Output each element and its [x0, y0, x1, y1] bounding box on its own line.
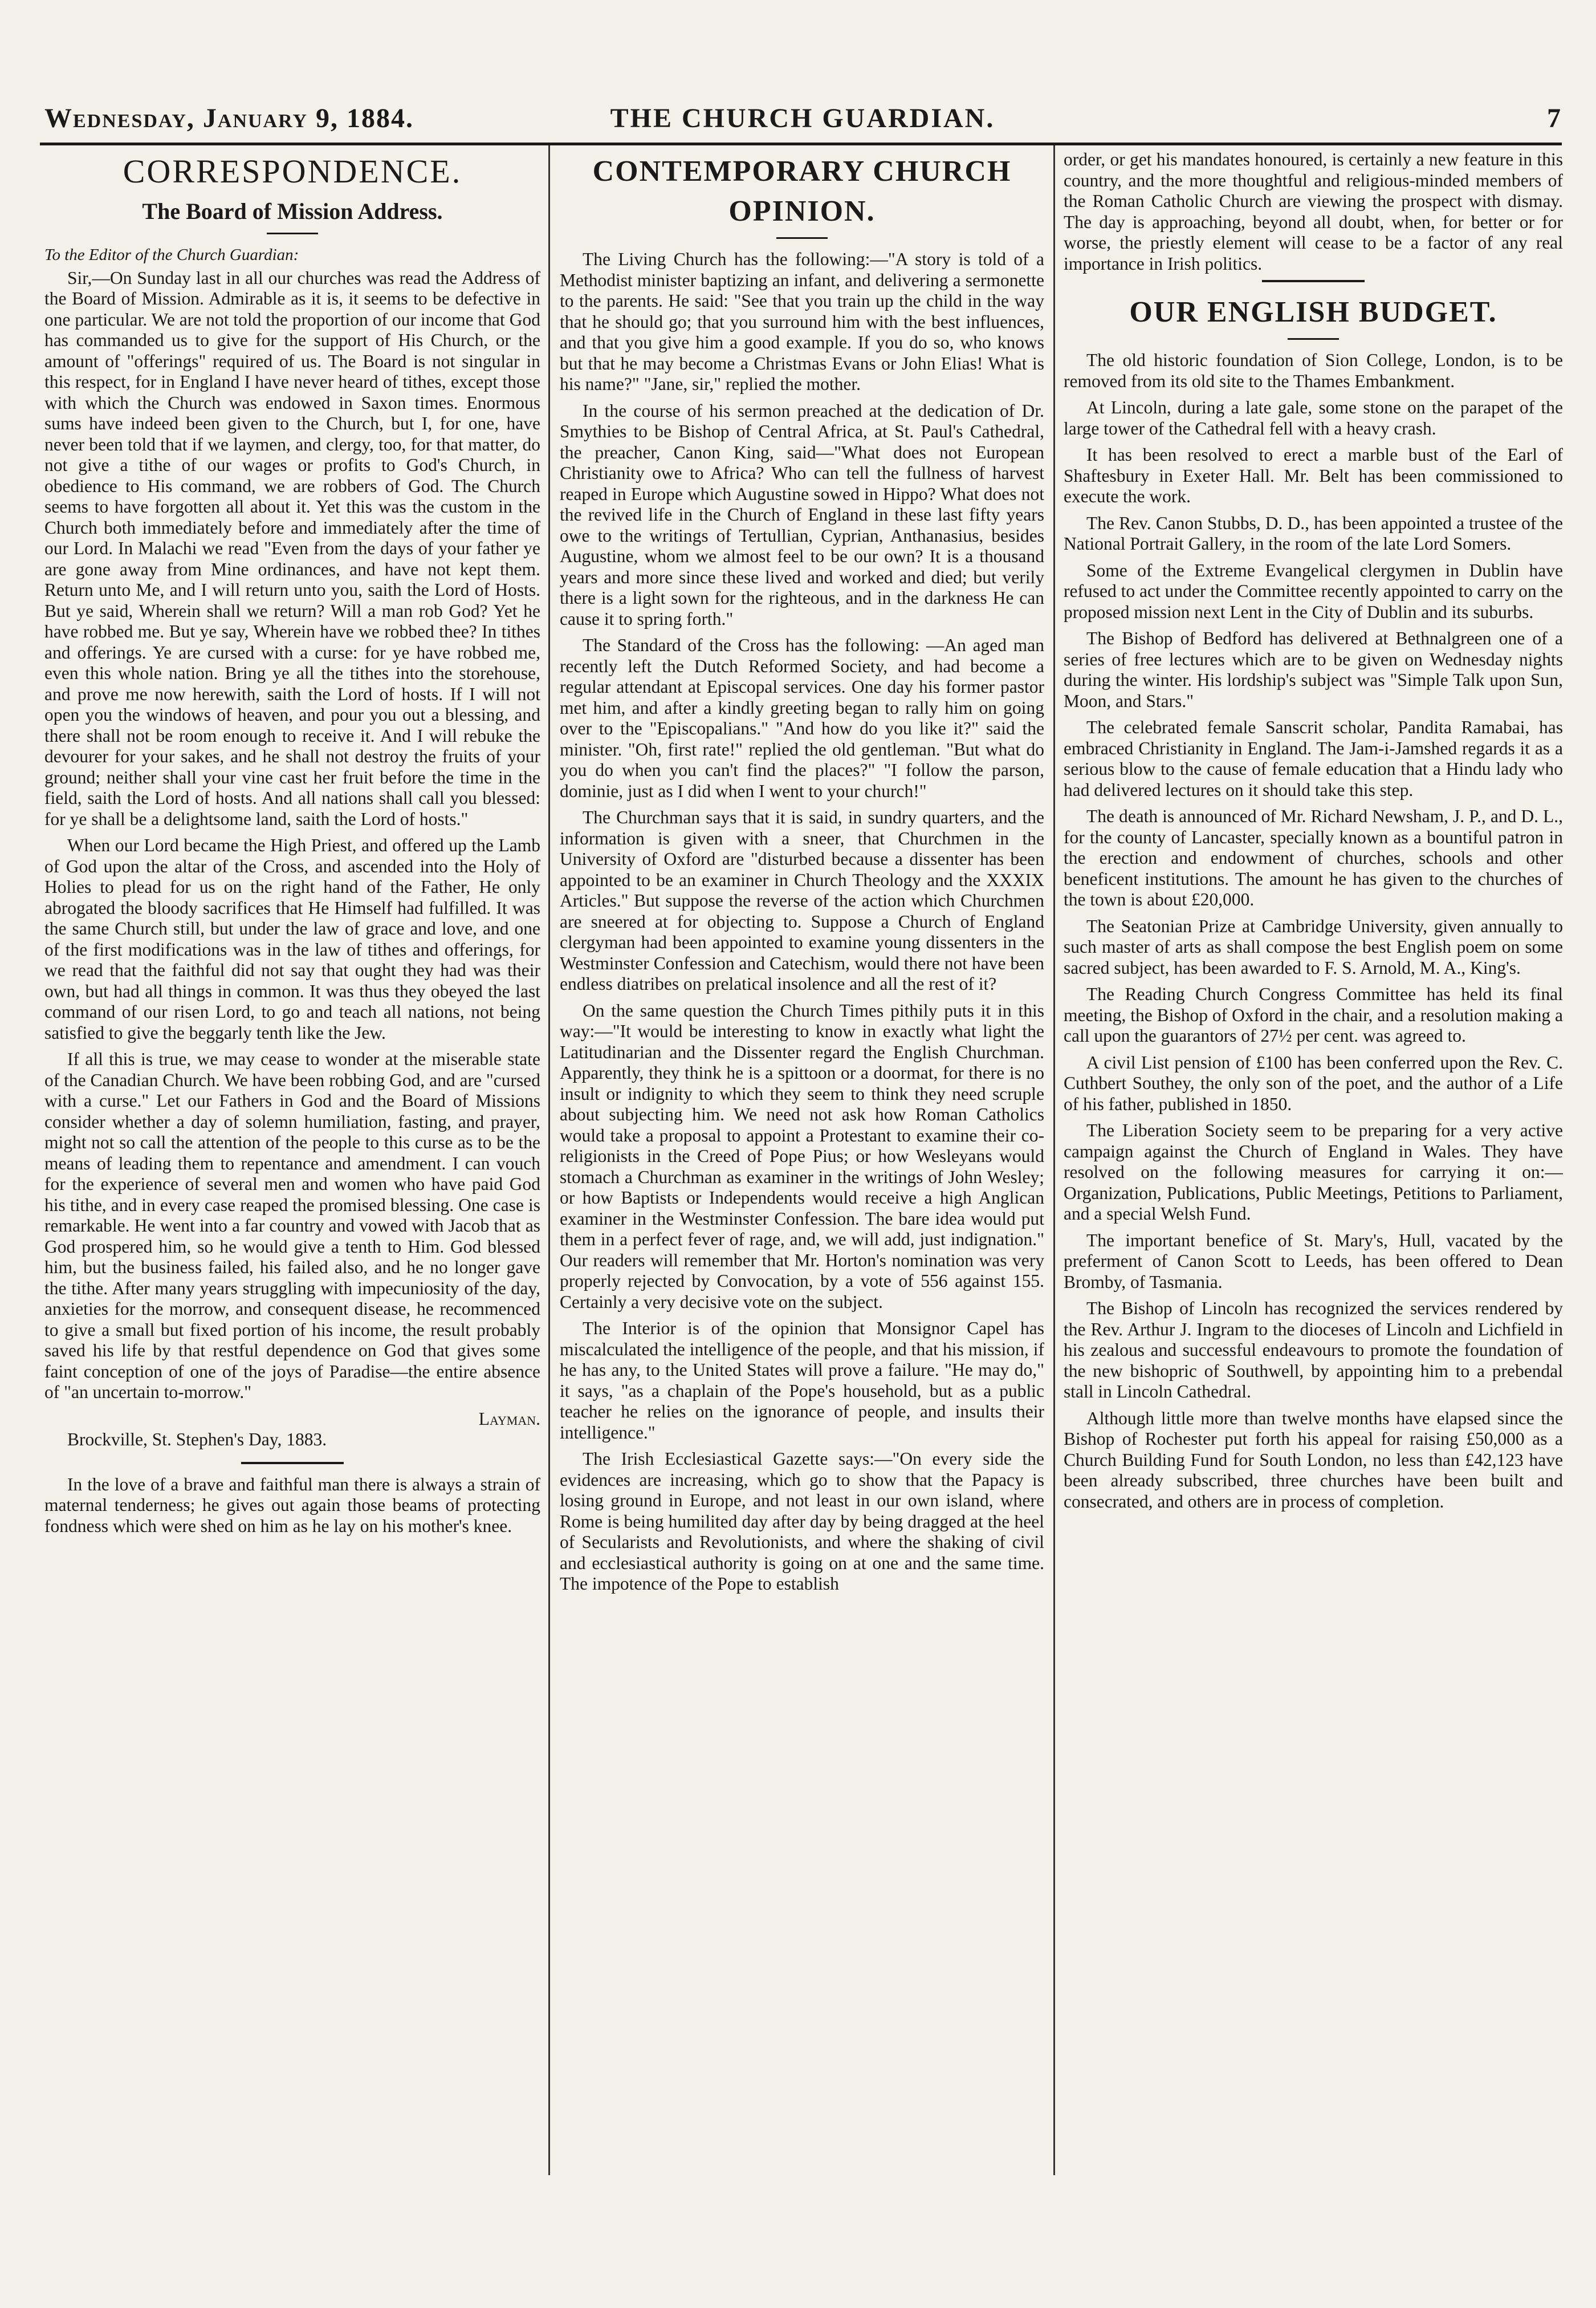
budget-item: The Reading Church Congress Committee has held its final meeting, the Bishop of Oxford in the chair, and a resolution making a call upon the guarantors of 27½ per cent. was agreed to. [1064, 984, 1563, 1046]
opinion-paragraph: The Standard of the Cross has the following: —An aged man recently left the Dutch Reformed Society, and had become a regular attendant at Episcopal services. One day his former pastor met him, and after a kindly greeting began to rally him on going over to the "Episcopalians." "And how do you like it?" said the minister. "Oh, first rate!" replied the old gentleman. "But what do you do when you can't find the places?" "I follow the parson, dominie, just as I did when I went to your church!" [560, 635, 1044, 801]
budget-item: The Bishop of Bedford has delivered at Bethnalgreen one of a series of free lectures which are to be given on Wednesday nights during the winter. His lordship's subject was "Simple Talk upon Sun, Moon, and Stars." [1064, 628, 1563, 711]
closing-paragraph: In the love of a brave and faithful man there is always a strain of maternal tenderness; he gives out again those beams of protecting fondness which were shed on him as he lay on his mother's knee. [44, 1474, 540, 1536]
letter-paragraph: If all this is true, we may cease to wonder at the miserable state of the Canadian Church. We have been robbing God, and are "cursed with a curse." Let our Fathers in God and the Board of Missions consider whether a day of solemn humiliation, fasting, and prayer, might not so call the attention of the people to this curse as to be the means of leading them to repentance and amendment. I can vouch for the experience of several men and women who have paid God his tithe, and in every case reaped the promised blessing. One case is remarkable. He went into a far country and vowed with Jacob that as God prospered him, so he would give a tenth to Him. God blessed him, but the business failed, his failed also, and he no longer gave the tithe. After many years struggling with impecuniosity of the day, anxieties for the morrow, and consequent disease, he recommenced to give a small but fixed portion of his income, the result probably saved his life by that restful dependence on God that gives some faint conception of one of the joys of Paradise—the entire absence of "an uncertain to-morrow." [44, 1049, 540, 1402]
issue-date: Wednesday, January 9, 1884. [44, 103, 414, 133]
article-rule [241, 1462, 344, 1464]
budget-item: The Seatonian Prize at Cambridge University, given annually to such master of arts as shall compose the best English poem on some sacred subject, has been awarded to F. S. Arnold, M. A., King's. [1064, 916, 1563, 978]
letter-signature: Layman. [478, 1408, 540, 1429]
letter-paragraph: When our Lord became the High Priest, and offered up the Lamb of God upon the altar of the Cross, and ascended into the Holy of Holies to plead for us on the right hand of the Father, He only abrogated the bloody sacrifices that He Himself had fulfilled. It was the same Church still, but under the law of grace and love, and one of the first modifications was in the law of tithes and offerings, for we read that the faithful did not say that ought they had was their own, but had all things in common. It was thus they obeyed the last command of our risen Lord, to go and teach all nations, not being satisfied to give the beggarly tenth like the Jew. [44, 835, 540, 1043]
salutation: To the Editor of the Church Guardian: [44, 246, 299, 264]
opinion-paragraph: The Irish Ecclesiastical Gazette says:—"On every side the evidences are increasing, which go to show that the Papacy is losing ground in Europe, and not least in our own island, where Rome is being humilited day after day by being dragged at the heel of Secularists and Revolutionists, and where the shaking of civil and ecclesiastical authority is going on at one and the same time. The impotence of the Pope to establish [560, 1449, 1044, 1594]
budget-item: The Rev. Canon Stubbs, D. D., has been appointed a trustee of the National Portrait Gallery, in the room of the late Lord Somers. [1064, 513, 1563, 554]
budget-item: The important benefice of St. Mary's, Hull, vacated by the preferment of Canon Scott to Leeds, has been offered to Dean Bromby, of Tasmania. [1064, 1230, 1563, 1292]
opinion-paragraph: In the course of his sermon preached at the dedication of Dr. Smythies to be Bishop of Central Africa, at St. Paul's Cathedral, the preacher, Canon King, said—"What does not European Christianity owe to Africa? Who can tell the fullness of harvest reaped in Europe which Augustine sowed in Hippo? What does not the revived life in the Church of England in these last fifty years owe to the writings of Tertullian, Cyprian, Anthanasius, besides Augustine, whom we almost feel to be our own? It is a thousand years and more since these lived and worked and died; but verily there is a light sown for the righteous, and in the darkness He can cause it to spring forth." [560, 400, 1044, 629]
budget-item: Although little more than twelve months have elapsed since the Bishop of Rochester put forth his appeal for raising £50,000 as a Church Building Fund for South London, no less than £42,123 have been already subscribed, three churches have been built and consecrated, and others are in process of completion. [1064, 1408, 1563, 1511]
title-rule [267, 233, 318, 234]
opinion-paragraph: On the same question the Church Times pithily puts it in this way:—"It would be interesting to know in exactly what light the Latitudinarian and the Dissenter regard the English Churchman. Apparently, they think he is a spittoon or a doormat, for there is no insult or indignity to which they seem to think they need scruple about subjecting him. We need not ask how Roman Catholics would take a proposal to appoint a Protestant to examine their co-religionists in the Creed of Pope Pius; or how Wesleyans would stomach a Churchman as examiner in the writings of John Wesley; or how Baptists or Independents would receive a high Anglican examiner in the Westminster Confession. The bare idea would put them in a perfect fever of rage, and, we will add, just indignation." Our readers will remember that Mr. Horton's nomination was very properly rejected by Convocation, by a vote of 556 against 155. Certainly a very decisive vote on the subject. [560, 1000, 1044, 1312]
budget-item: The celebrated female Sanscrit scholar, Pandita Ramabai, has embraced Christianity in England. The Jam-i-Jamshed regards it as a serious blow to the cause of female education that a Hindu lady who had delivered lectures on it should take this step. [1064, 717, 1563, 800]
column-3 [1064, 149, 1563, 2173]
budget-item: The old historic foundation of Sion College, London, is to be removed from its old site to the Thames Embankment. [1064, 350, 1563, 391]
budget-item: The Liberation Society seem to be preparing for a very active campaign against the Church of England in Wales. They have resolved on the following measures for carrying it on:—Organization, Publications, Public Meetings, Petitions to Parliament, and a special Welsh Fund. [1064, 1120, 1563, 1224]
budget-item: Some of the Extreme Evangelical clergymen in Dublin have refused to act under the Committee recently appointed to carry on the proposed mission next Lent in the City of Dublin and its suburbs. [1064, 560, 1563, 622]
newspaper-title: THE CHURCH GUARDIAN. [610, 103, 995, 133]
column-1 [44, 149, 540, 2173]
column-divider [548, 145, 550, 2175]
masthead [44, 103, 1561, 139]
budget-item: The Bishop of Lincoln has recognized the services rendered by the Rev. Arthur J. Ingram to the dioceses of Lincoln and Lichfield in his zealous and successful endeavours to promote the foundation of the new bishopric of Southwell, by appointing him to a prebendal stall in Lincoln Cathedral. [1064, 1298, 1563, 1401]
page-number: 7 [1547, 103, 1561, 133]
budget-item: The death is announced of Mr. Richard Newsham, J. P., and D. L., for the county of Lancaster, specially known as a bountiful patron in the erection and endowment of churches, schools and other beneficent institutions. The amount he has given to the churches of the town is about £20,000. [1064, 806, 1563, 909]
heading-rule [776, 237, 828, 239]
article-title: The Board of Mission Address. [142, 198, 443, 224]
letter-paragraph: Sir,—On Sunday last in all our churches was read the Address of the Board of Mission. Admirable as it is, it seems to be defective in one particular. We are not told the proportion of our income that God has commanded us to give for the support of His Church, or the amount of "offerings" required of us. The Board is not singular in this respect, for in England I have never heard of tithes, except those with which the Church was endowed in Saxon times. Enormous sums have indeed been given to the Church, but I, for one, have never been told that if we laymen, and clergy, too, for that matter, do not give a tithe of our wages or profits to God's Church, in obedience to His command, we are robbers of God. The Church seems to have forgotten all about it. Yet this was the custom in the Church both immediately before and immediately after the time of our Lord. In Malachi we read "Even from the days of your father ye are gone away from Mine ordinances, and have not kept them. Return unto Me, and I will return unto you, saith the Lord of Hosts. But ye said, Wherein shall we return? Will a man rob God? Yet he have robbed me. But ye say, Wherein have we robbed thee? In tithes and offerings. Ye are cursed with a curse: for ye have robbed me, even this whole nation. Bring ye all the tithes into the storehouse, and prove me now herewith, saith the Lord of hosts. If I will not open you the windows of heaven, and pour you out a blessing, and there shall not be room enough to receive it. And I will rebuke the devourer for your sakes, and he shall not destroy the fruits of your ground; neither shall your vine cast her fruit before the time in the field, saith the Lord of hosts. And all nations shall call you blessed: for ye shall be a delightsome land, saith the Lord of hosts." [44, 267, 540, 829]
opinion-paragraph: The Churchman says that it is said, in sundry quarters, and the information is given with a sneer, that Churchmen in the University of Oxford are "disturbed because a dissenter has been appointed to be an examiner in Church Theology and the XXXIX Articles." But suppose the reverse of the action which Churchmen are sneered at for objecting to. Suppose a Church of England clergyman had been appointed to examine young dissenters in the Westminster Confession and Catechism, would there not have been endless diatribes on prelatical insolence and all the rest of it? [560, 807, 1044, 994]
continued-paragraph: order, or get his mandates honoured, is certainly a new feature in this country, and the more thoughtful and religious-minded members of the Roman Catholic Church are viewing the prospect with dismay. The day is approaching, beyond all doubt, when, for better or for worse, the priestly element will cease to be a factor of any real importance in Irish politics. [1064, 149, 1563, 274]
opinion-paragraph: The Interior is of the opinion that Monsignor Capel has miscalculated the intelligence of the people, and that his mission, if he has any, to the United States will prove a failure. "He may do," it says, "as a chaplain of the Pope's household, but as a public teacher he relies on the ignorance of people, and insults their intelligence." [560, 1318, 1044, 1442]
column-divider [1053, 145, 1055, 2175]
budget-item: A civil List pension of £100 has been conferred upon the Rev. C. Cuthbert Southey, the only son of the poet, and the author of a Life of his father, published in 1850. [1064, 1052, 1563, 1114]
heading-rule [1288, 338, 1339, 340]
masthead-rule [40, 143, 1562, 145]
budget-item: It has been resolved to erect a marble bust of the Earl of Shaftesbury in Exeter Hall. Mr. Belt has been commissioned to execute the work. [1064, 445, 1563, 506]
section-heading-opinion: CONTEMPORARY CHURCH OPINION. [592, 155, 1012, 227]
letter-place-date: Brockville, St. Stephen's Day, 1883. [67, 1429, 327, 1449]
opinion-paragraph: The Living Church has the following:—"A story is told of a Methodist minister baptizing an infant, and delivering a sermonette to the parents. He said: "See that you train up the child in the way that he should go; that you surround him with the best influences, and that you give him a good example. If you do so, who knows but that he may become a Christmas Evans or John Elias! What is his name?" "Jane, sir," replied the mother. [560, 249, 1044, 394]
budget-item: At Lincoln, during a late gale, some stone on the parapet of the large tower of the Cathedral fell with a heavy crash. [1064, 397, 1563, 438]
section-rule [1262, 280, 1365, 282]
column-2 [560, 149, 1044, 2173]
section-heading-budget: OUR ENGLISH BUDGET. [1129, 296, 1497, 328]
section-heading-correspondence: CORRESPONDENCE. [123, 153, 462, 190]
